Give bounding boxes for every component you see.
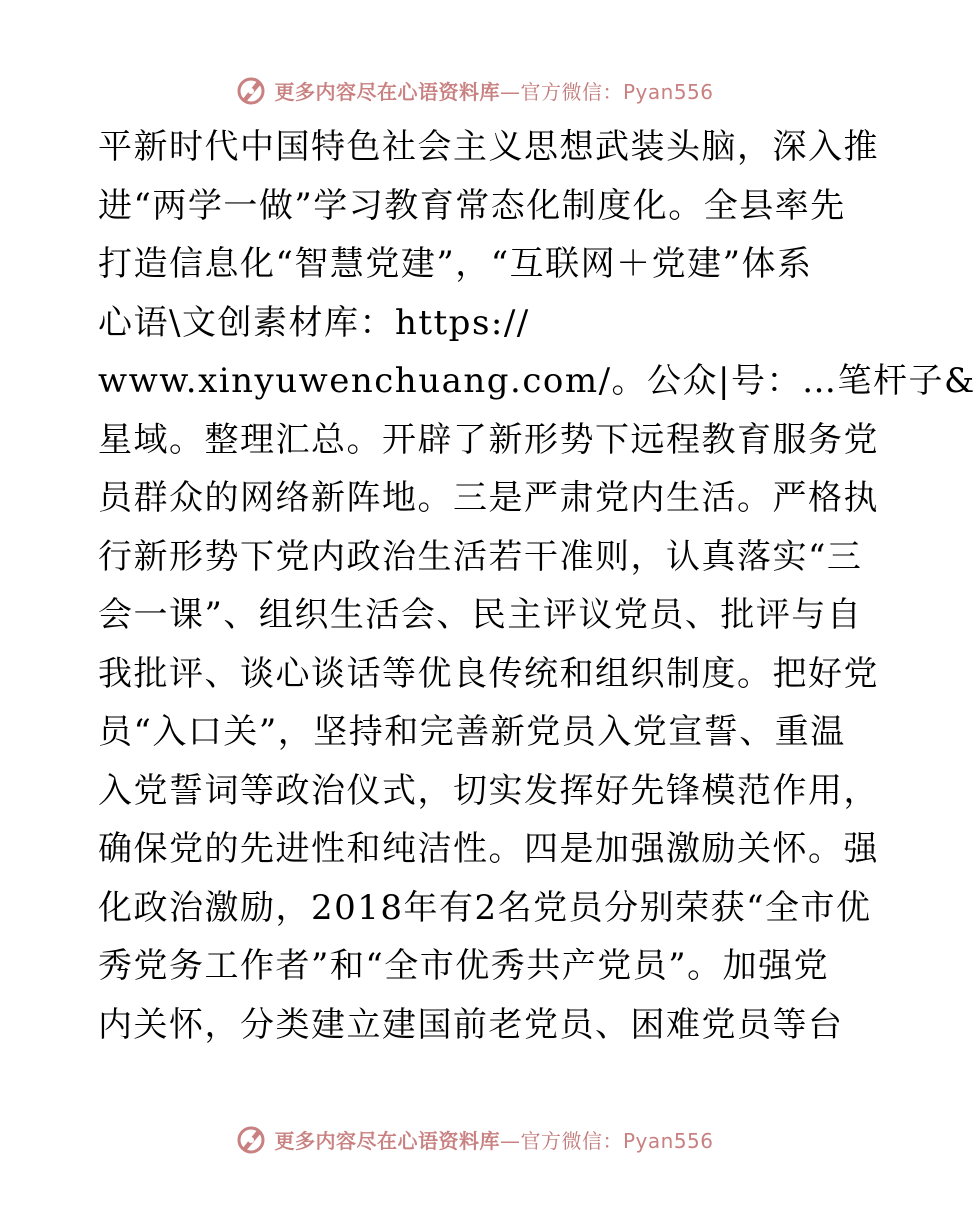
text-line: 会一课”、组织生活会、民主评议党员、批评与自 [98,595,863,635]
watermark-wechat-id: Pyan556 [622,1128,714,1153]
watermark-text [274,76,713,105]
watermark-official: 官方微信： [520,79,623,104]
watermark-wechat-id: Pyan556 [622,79,714,104]
watermark-brand: 更多内容尽在心语资料库 [274,1128,500,1153]
text-line: 化政治激励，2018年有2名党员分别荣获“全市优 [98,887,872,928]
text-line: www.xinyuwenchuang.com/。公众|号：…笔杆子& [98,361,976,401]
text-line: 秀党务工作者”和“全市优秀共产党员”。加强党 [98,946,830,986]
watermark-text [274,1125,713,1154]
footer-watermark [0,1119,950,1159]
text-line: 平新时代中国特色社会主义思想武装头脑，深入推 [98,127,879,167]
text-line: 打造信息化“智慧党建”，“互联网＋党建”体系 [98,244,813,284]
text-line: 员群众的网络新阵地。三是严肃党内生活。严格执 [98,478,879,518]
text-line: 确保党的先进性和纯洁性。四是加强激励关怀。强 [98,829,879,869]
watermark-separator: — [499,79,521,104]
text-line: 员“入口关”，坚持和完善新党员入党宣誓、重温 [98,712,846,752]
watermark-official: 官方微信： [520,1128,623,1153]
pen-logo-icon [236,1123,268,1155]
text-line: 进“两学一做”学习教育常态化制度化。全县率先 [98,185,846,226]
text-line: 心语\文创素材库：https:// [98,302,530,343]
pen-logo-icon [236,74,268,106]
text-line: 入党誓词等政治仪式，切实发挥好先锋模范作用， [98,770,879,811]
text-line: 内关怀，分类建立建国前老党员、困难党员等台 [98,1004,844,1045]
watermark-brand: 更多内容尽在心语资料库 [274,79,500,104]
header-watermark [0,70,950,110]
watermark-separator: — [499,1128,521,1153]
text-line: 我批评、谈心谈话等优良传统和组织制度。把好党 [98,653,879,694]
text-line: 行新形势下党内政治生活若干准则，认真落实“三 [98,536,863,577]
document-body [98,118,976,1054]
text-line: 星域。整理汇总。开辟了新形势下远程教育服务党 [98,419,879,460]
